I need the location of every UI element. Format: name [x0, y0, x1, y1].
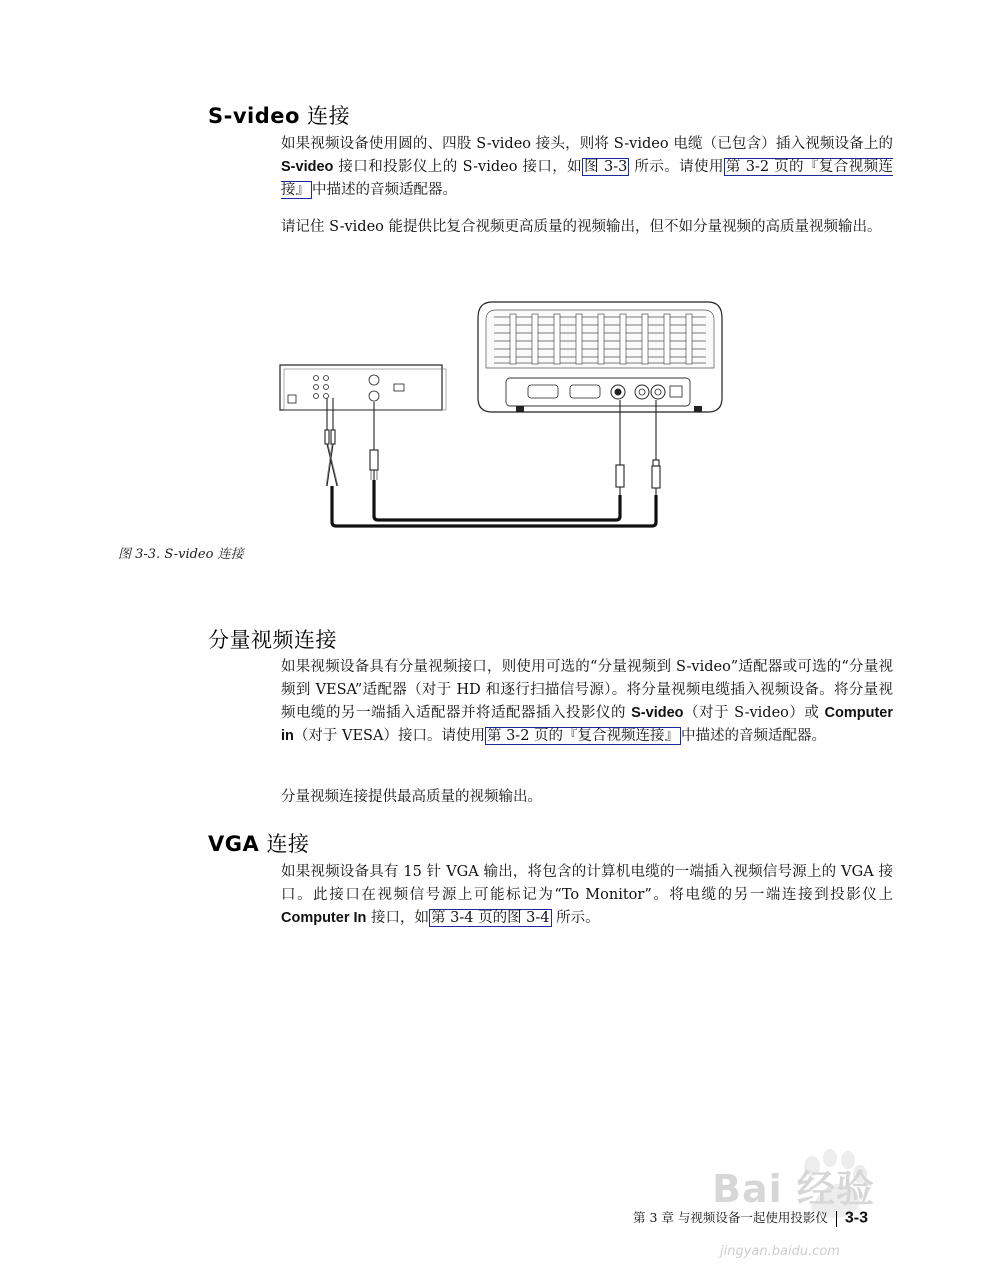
- page-number: 3-3: [844, 1209, 868, 1227]
- figure-caption: 图 3-3. S-video 连接: [118, 547, 244, 562]
- s-video-paragraph-1: [281, 133, 893, 202]
- heading-en: VGA: [208, 832, 260, 856]
- text: 中描述的音频适配器。: [312, 182, 457, 198]
- text: 如果视频设备具有 15 针 VGA 输出，将包含的计算机电缆的一端插入视频信号源上的 VGA 接口。此接口在视频信号源上可能标记为“To Monitor”。将电缆的另一端连接到投影仪上: [281, 864, 893, 903]
- s-video-connection-figure: [270, 290, 910, 540]
- text: 如果视频设备使用圆的、四股 S-video 接头，则将 S-video 电缆（已包含）插入视频设备上的: [281, 136, 893, 152]
- component-paragraph-2: 分量视频连接提供最高质量的视频输出。: [281, 789, 542, 805]
- watermark-url: jingyan.baidu.com: [720, 1244, 840, 1259]
- text: 所示。: [551, 910, 600, 926]
- watermark-brand: Bai 经验: [712, 1167, 875, 1211]
- heading-s-video: [208, 100, 350, 130]
- bold-term: Computer in: [281, 705, 893, 744]
- footer-divider: [836, 1211, 837, 1227]
- s-video-paragraph-2: 请记住 S-video 能提供比复合视频更高质量的视频输出，但不如分量视频的高质量视频输出。: [281, 219, 882, 235]
- text: 所示。请使用: [629, 159, 724, 175]
- video-device-illustration: [280, 365, 446, 410]
- vga-paragraph-1: [281, 861, 893, 930]
- link-composite-video[interactable]: 第 3-2 页的『复合视频连接』: [281, 159, 893, 198]
- chapter-title: 第 3 章 与视频设备一起使用投影仪: [633, 1210, 828, 1225]
- link-figure-3-3[interactable]: 图 3-3: [584, 159, 628, 175]
- projector-illustration: [478, 302, 722, 412]
- heading-cn: 连接: [266, 832, 310, 856]
- link-composite-video[interactable]: 第 3-2 页的『复合视频连接』: [486, 728, 680, 744]
- component-paragraph-1: [281, 656, 893, 748]
- bold-term: Computer In: [281, 910, 367, 926]
- bold-term: S-video: [281, 159, 334, 175]
- heading-vga: [208, 828, 309, 858]
- text: 如果视频设备具有分量视频接口，则使用可选的“分量视频到 S-video”适配器或可选的“分量视频到 VESA”适配器（对于 HD 和逐行扫描信号源）。将分量视频电缆插入视频设备。将分量视频电缆的另一端插入适配器并将适配器插入投影仪的: [281, 659, 893, 721]
- text: （对于 VESA）接口。请使用: [293, 728, 485, 744]
- text: 中描述的音频适配器。: [681, 728, 827, 744]
- link-figure-3-4[interactable]: 第 3-4 页的图 3-4: [431, 910, 550, 926]
- bold-term: S-video: [631, 705, 684, 721]
- page-footer: [633, 1208, 868, 1228]
- heading-cn: 连接: [307, 104, 351, 128]
- text: 接口和投影仪上的 S-video 接口，如: [333, 159, 583, 175]
- text: 接口，如: [366, 910, 429, 926]
- heading-en: S-video: [208, 104, 300, 128]
- heading-component-video: 分量视频连接: [208, 628, 337, 652]
- text: （对于 S-video）或: [683, 705, 825, 721]
